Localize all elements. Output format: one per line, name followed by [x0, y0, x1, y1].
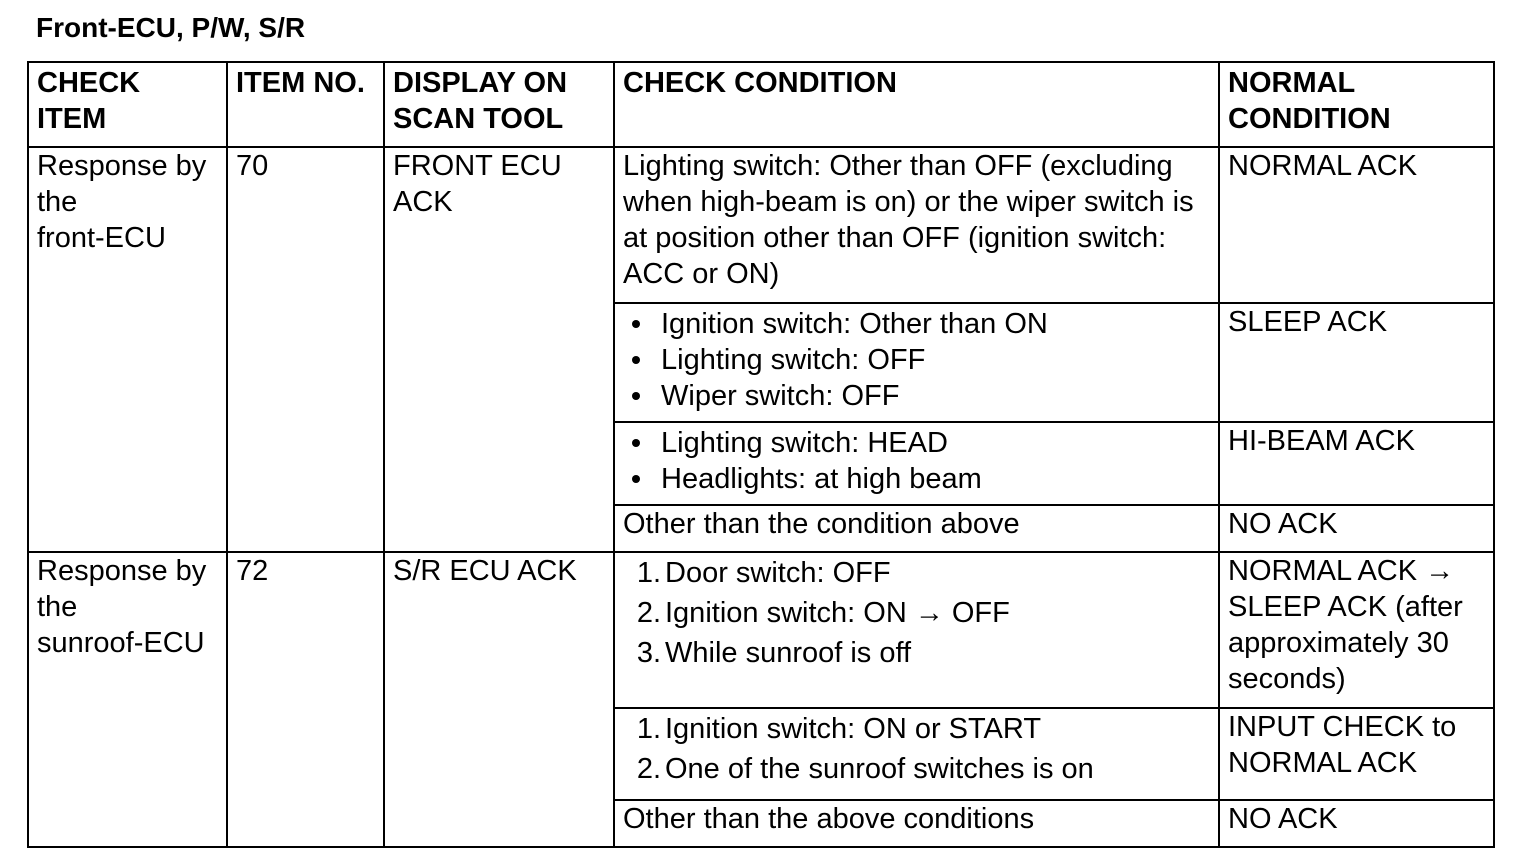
condition-cell: [614, 422, 1219, 505]
header-check-condition: CHECK CONDITION: [614, 62, 1219, 147]
condition-step-list: [623, 709, 1210, 789]
condition-cell: Other than the condition above: [614, 505, 1219, 552]
list-item: 1. Door switch: OFF: [636, 557, 891, 589]
normal-cell: SLEEP ACK: [1219, 303, 1494, 422]
normal-cell: HI-BEAM ACK: [1219, 422, 1494, 505]
header-item-no: ITEM NO.: [227, 62, 384, 147]
condition-cell: Other than the above conditions: [614, 800, 1219, 847]
list-item: Lighting switch: HEAD: [623, 425, 1210, 461]
list-item: Wiper switch: OFF: [623, 378, 1210, 414]
condition-step-list: [623, 553, 1210, 673]
page-title: Front-ECU, P/W, S/R: [36, 12, 306, 43]
normal-cell: NORMAL ACK → SLEEP ACK (after approximately 30 seconds): [1219, 552, 1494, 708]
list-item: Ignition switch: Other than ON: [623, 306, 1210, 342]
normal-cell: NO ACK: [1219, 505, 1494, 552]
item-no-cell: 70: [227, 147, 384, 552]
table-row: [28, 147, 1494, 303]
list-item: Headlights: at high beam: [623, 461, 1210, 497]
normal-cell: INPUT CHECK to NORMAL ACK: [1219, 708, 1494, 800]
condition-cell: Lighting switch: Other than OFF (excluding when high-beam is on) or the wiper switch is at position other than OFF (ignition switch: ACC or ON): [614, 147, 1219, 303]
list-item: 1. Ignition switch: ON or START: [636, 713, 1042, 745]
list-item: 2. Ignition switch: ON → OFF: [636, 597, 1010, 629]
list-item: 3. While sunroof is off: [636, 637, 912, 669]
check-item-cell: Response by the front-ECU: [28, 147, 227, 552]
normal-cell: NO ACK: [1219, 800, 1494, 847]
header-normal-condition: NORMAL CONDITION: [1219, 62, 1494, 147]
normal-cell: NORMAL ACK: [1219, 147, 1494, 303]
condition-cell: [614, 552, 1219, 708]
item-no-cell: 72: [227, 552, 384, 847]
condition-bullet-list: [623, 425, 1210, 497]
list-item: 2. One of the sunroof switches is on: [636, 753, 1094, 785]
header-row: [28, 62, 1494, 147]
condition-cell: [614, 708, 1219, 800]
display-cell: S/R ECU ACK: [384, 552, 614, 847]
list-item: Lighting switch: OFF: [623, 342, 1210, 378]
condition-bullet-list: [623, 306, 1210, 414]
ecu-check-table: [27, 61, 1495, 848]
check-item-cell: Response by the sunroof-ECU: [28, 552, 227, 847]
table-row: [28, 552, 1494, 708]
header-display: DISPLAY ON SCAN TOOL: [384, 62, 614, 147]
header-check-item: CHECK ITEM: [28, 62, 227, 147]
display-cell: FRONT ECU ACK: [384, 147, 614, 552]
condition-cell: [614, 303, 1219, 422]
